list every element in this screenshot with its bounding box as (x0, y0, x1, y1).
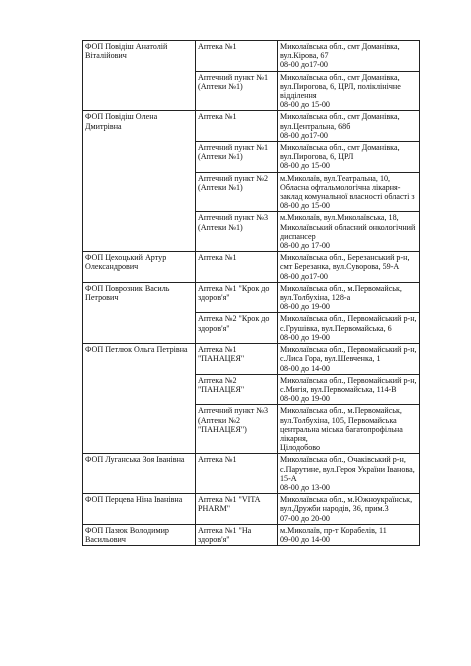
owner-cell (83, 524, 196, 545)
pharmacy-name-cell (196, 142, 278, 173)
address-cell (278, 71, 420, 111)
table-row (83, 111, 420, 142)
pharmacy-name: Аптека №1 "На здоров'я" (198, 525, 252, 544)
address-line: 08-00 до 19-00 (280, 332, 330, 342)
address-cell (278, 405, 420, 454)
address-line: вул.Пирогова, 6, ЦРЛ (280, 152, 354, 162)
address-line: 08-00 до 14-00 (280, 363, 330, 373)
pharmacy-name-cell (196, 41, 278, 72)
pharmacy-name: Аптечний пункт №3 (Аптеки №2 "ПАНАЦЕЯ") (198, 406, 269, 434)
owner-name: ФОП Перцева Ніна Іванівна (85, 495, 183, 505)
address-line: вул.Центральна, 68б (280, 121, 351, 131)
address-line: 08-00 до 13-00 (280, 482, 330, 492)
owner-cell (83, 344, 196, 454)
pharmacy-name: Аптека №2 "Крок до здоров'я" (198, 314, 270, 333)
pharmacy-name: Аптека №1 (198, 112, 237, 122)
address-line: 08-00 до 15-00 (280, 161, 330, 171)
table-row (83, 252, 420, 283)
address-cell (278, 172, 420, 212)
address-line: 07-00 до 20-00 (280, 513, 330, 523)
pharmacy-name: Аптека №1 (198, 42, 237, 51)
address-line: Миколаївська обл., смт Доманівка, (280, 42, 400, 51)
table-row (83, 454, 420, 494)
pharmacy-name-cell (196, 252, 278, 283)
pharmacy-name: Аптека №1 "VITA PHARM" (198, 495, 261, 514)
pharmacy-name: Аптека №1 (198, 253, 237, 263)
table-row (83, 282, 420, 313)
address-line: Миколаївська обл., смт Доманівка, (280, 112, 400, 122)
address-line: Миколаївська обл., Первомайський р-н, с.Лиса Гора, вул.Шевченка, 1 (280, 345, 417, 364)
address-line: Обласна офтальмологічна лікарня-заклад комунальної власності області з (280, 182, 415, 202)
table-row (83, 524, 420, 545)
address-line: Миколаївська обл., смт Доманівка, (280, 143, 400, 153)
pharmacy-name-cell (196, 405, 278, 454)
pharmacy-name-cell (196, 524, 278, 545)
address-cell (278, 524, 420, 545)
address-line: Миколаївська обл., смт Доманівка, (280, 72, 400, 82)
address-cell (278, 252, 420, 283)
pharmacy-name-cell (196, 374, 278, 405)
address-line: 08-00 до17-00 (280, 60, 328, 70)
pharmacy-name-cell (196, 282, 278, 313)
address-line: 09-00 до 14-00 (280, 534, 330, 544)
address-line: 08-00 до17-00 (280, 271, 328, 281)
pharmacy-name: Аптека №1 "ПАНАЦЕЯ" (198, 345, 245, 364)
pharmacy-name-cell (196, 494, 278, 525)
address-line: 08-00 до17-00 (280, 130, 328, 140)
address-cell (278, 142, 420, 173)
pharmacy-name: Аптека №1 (198, 455, 237, 465)
address-cell (278, 374, 420, 405)
pharmacy-name: Аптека №2 "ПАНАЦЕЯ" (198, 375, 245, 394)
owner-cell (83, 494, 196, 525)
pharmacy-name-cell (196, 71, 278, 111)
address-line: Миколаївський обласний онкологічний диспансер (280, 222, 416, 241)
pharmacy-name: Аптечний пункт №3 (Аптеки №1) (198, 213, 269, 232)
address-line: Миколаївська обл., Березанський р-н, (280, 253, 410, 263)
address-cell (278, 344, 420, 375)
pharmacy-name-cell (196, 172, 278, 212)
address-cell (278, 41, 420, 72)
pharmacy-name-cell (196, 344, 278, 375)
address-line: м.Миколаїв, пр-т Корабелів, 11 (280, 525, 387, 535)
address-line: Миколаївська обл., м.Южноукраїнськ, вул.Дружби народів, 36, прим.3 (280, 495, 413, 514)
address-cell (278, 111, 420, 142)
owner-name: ФОП Луганська Зоя Іванівна (85, 455, 185, 465)
pharmacy-name-cell (196, 111, 278, 142)
pharmacy-registry-table (82, 40, 420, 546)
address-line: 08-00 до 19-00 (280, 394, 330, 404)
pharmacy-name-cell (196, 313, 278, 344)
address-cell (278, 454, 420, 494)
owner-name: ФОП Повідіш Олена Дмитрівна (85, 112, 158, 131)
table-row (83, 494, 420, 525)
owner-name: ФОП Цехоцький Артур Олександрович (85, 253, 167, 272)
address-line: 08-00 до 19-00 (280, 302, 330, 312)
address-cell (278, 282, 420, 313)
address-line: смт Березанка, вул.Суворова, 59-А (280, 262, 400, 272)
pharmacy-name-cell (196, 454, 278, 494)
address-line: Миколаївська обл., Очаківський р-н, с.Парутине, вул.Героя України Іванова, 15-А (280, 455, 415, 483)
address-line: вул.Пирогова, 6, ЦРЛ, поліклінічне відділення (280, 81, 401, 101)
owner-name: ФОП Поврозник Василь Петрович (85, 283, 170, 303)
address-line: 08-00 до 15-00 (280, 201, 330, 211)
address-cell (278, 212, 420, 252)
table-row (83, 344, 420, 375)
address-line: м.Миколаїв, вул.Театральна, 10, (280, 173, 391, 183)
address-line: вул.Толбухіна, 128-а (280, 293, 351, 303)
address-cell (278, 313, 420, 344)
address-line: Миколаївська обл., Первомайський р-н, с.Грушівка, вул.Первомайська, 6 (280, 314, 417, 333)
owner-name: ФОП Петлюк Ольга Петрівна (85, 345, 188, 355)
pharmacy-name-cell (196, 212, 278, 252)
owner-cell (83, 252, 196, 283)
owner-name: ФОП Пазюк Володимир Васильович (85, 525, 169, 544)
pharmacy-name: Аптечний пункт №1 (Аптеки №1) (198, 143, 269, 162)
pharmacy-name: Аптечний пункт №1 (Аптеки №1) (198, 72, 269, 91)
address-line: 08-00 до 17-00 (280, 241, 330, 251)
address-line: вул.Кірова, 67 (280, 51, 329, 61)
pharmacy-name: Аптечний пункт №2 (Аптеки №1) (198, 173, 269, 192)
address-line: Миколаївська обл., м.Первомайськ, вул.Толбухіна, 105, Первомайська центральна міська багатопрофільна лікарня, (280, 406, 403, 443)
address-line: Миколаївська обл., Первомайський р-н, с.Мигія, вул.Первомайська, 114-В (280, 375, 417, 394)
address-line: 08-00 до 15-00 (280, 100, 330, 110)
owner-cell (83, 41, 196, 111)
owner-name: ФОП Повідіш Анатолій Віталійович (85, 42, 168, 61)
address-cell (278, 494, 420, 525)
registry-body (83, 41, 420, 546)
address-line: м.Миколаїв, вул.Миколаївська, 18, (280, 213, 399, 223)
owner-cell (83, 282, 196, 343)
address-line: Миколаївська обл., м.Первомайськ, (280, 283, 402, 293)
pharmacy-name: Аптека №1 "Крок до здоров'я" (198, 283, 270, 303)
table-row (83, 41, 420, 72)
address-line: Цілодобово (280, 443, 321, 453)
owner-cell (83, 454, 196, 494)
owner-cell (83, 111, 196, 252)
